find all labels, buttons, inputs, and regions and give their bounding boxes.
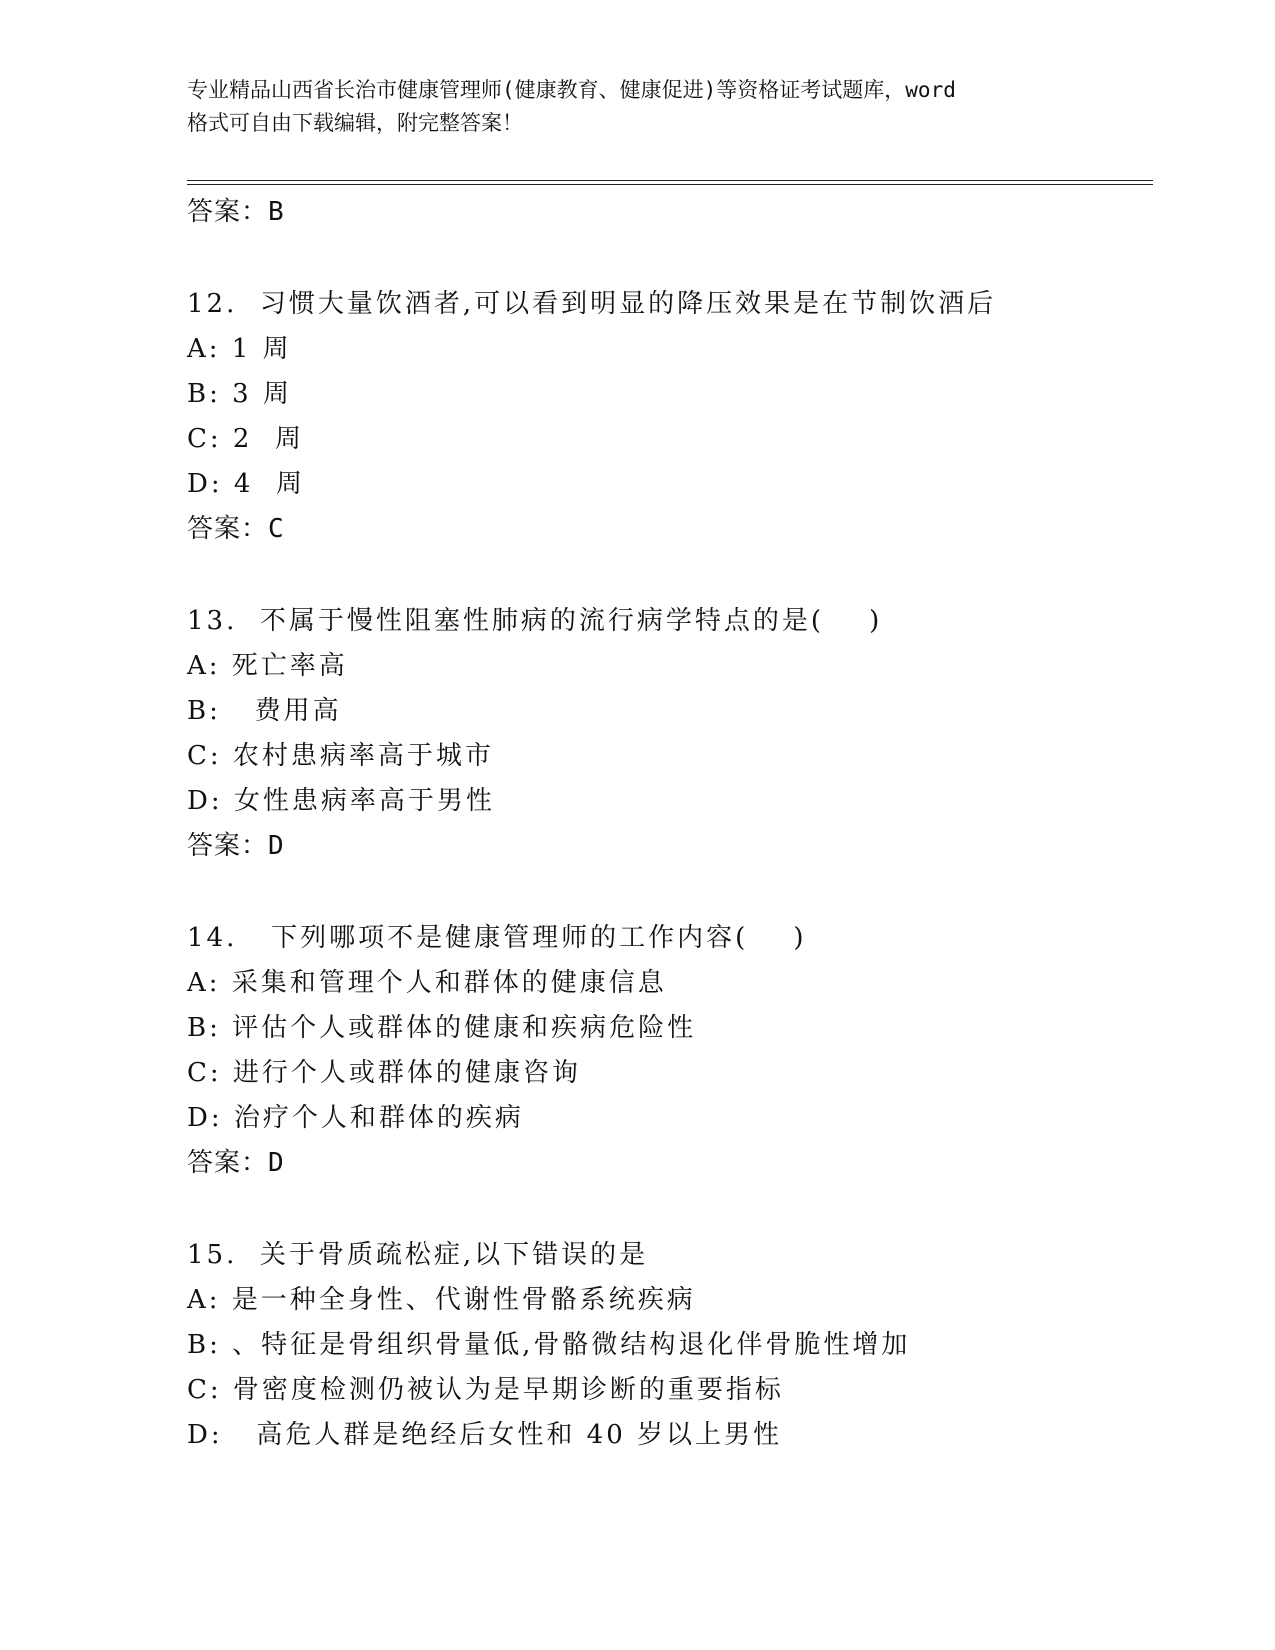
option-c: C: 骨密度检测仍被认为是早期诊断的重要指标 (187, 1375, 784, 1405)
option-b: B: 费用高 (187, 696, 342, 726)
option-a: A: 是一种全身性、代谢性骨骼系统疾病 (187, 1285, 696, 1315)
question-12 (187, 282, 1153, 552)
option-a: A: 死亡率高 (187, 651, 348, 681)
question-14 (187, 916, 1153, 1186)
answer-line: 答案：D (187, 831, 285, 861)
option-b: B: 评估个人或群体的健康和疾病危险性 (187, 1013, 697, 1043)
option-c: C: 农村患病率高于城市 (187, 741, 494, 771)
header-divider-top (187, 180, 1153, 181)
option-d: D: 女性患病率高于男性 (187, 786, 495, 816)
header-line-1: 专业精品山西省长治市健康管理师(健康教育、健康促进)等资格证考试题库，word (187, 78, 956, 102)
option-d: D: 治疗个人和群体的疾病 (187, 1103, 524, 1133)
question-15 (187, 1233, 1153, 1458)
option-d: D: 高危人群是绝经后女性和 40 岁以上男性 (187, 1420, 783, 1450)
header-line-2: 格式可自由下载编辑，附完整答案！ (187, 111, 523, 135)
header-divider-bottom (187, 184, 1153, 185)
question-text: 14. 下列哪项不是健康管理师的工作内容( ) (187, 923, 807, 953)
question-text: 13. 不属于慢性阻塞性肺病的流行病学特点的是( ) (187, 606, 883, 636)
question-text: 12. 习惯大量饮酒者,可以看到明显的降压效果是在节制饮酒后 (187, 289, 997, 319)
option-d: D: 4 周 (187, 469, 305, 499)
option-c: C: 进行个人或群体的健康咨询 (187, 1058, 581, 1088)
page-header (187, 74, 1087, 140)
option-b: B: 3 周 (187, 379, 292, 409)
option-c: C: 2 周 (187, 424, 304, 454)
question-list (187, 190, 1153, 1458)
option-b: B: 、特征是骨组织骨量低,骨骼微结构退化伴骨脆性增加 (187, 1330, 911, 1360)
option-a: A: 采集和管理个人和群体的健康信息 (187, 968, 667, 998)
answer-line: 答案：B (187, 197, 285, 227)
question-13 (187, 599, 1153, 869)
answer-line: 答案：C (187, 514, 285, 544)
question-text: 15. 关于骨质疏松症,以下错误的是 (187, 1240, 649, 1270)
option-a: A: 1 周 (187, 334, 292, 364)
answer-line: 答案：D (187, 1148, 285, 1178)
